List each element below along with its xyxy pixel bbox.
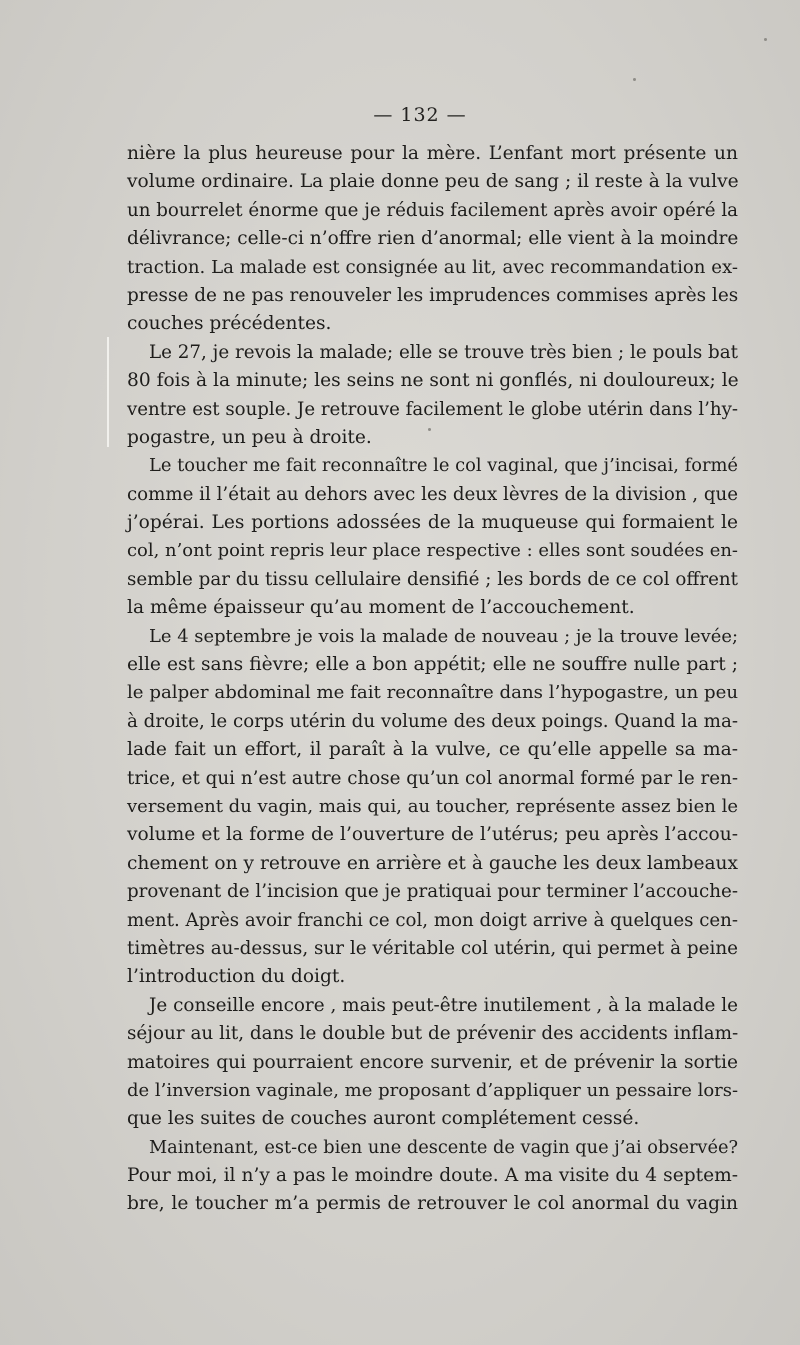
text-line: Le 4 septembre je vois la malade de nouveau ; je la trouve levée; <box>149 625 738 647</box>
text-line: ventre est souple. Je retrouve facilement le globe utérin dans l’hy- <box>127 398 738 420</box>
text-line: col, n’ont point repris leur place respective : elles sont soudées en- <box>127 540 738 562</box>
text-line: la même épaisseur qu’au moment de l’accouchement. <box>127 597 635 619</box>
text-line: semble par du tissu cellulaire densifié ; les bords de ce col offrent <box>127 568 738 590</box>
page-number: — 132 — <box>373 104 467 126</box>
text-line: 80 fois à la minute; les seins ne sont ni gonflés, ni douloureux; le <box>127 370 739 392</box>
text-line: Le 27, je revois la malade; elle se trouve très bien ; le pouls bat <box>149 341 738 363</box>
text-line: le palper abdominal me fait reconnaître dans l’hypogastre, un peu <box>127 682 738 704</box>
margin-mark <box>107 337 109 447</box>
text-line: volume et la forme de l’ouverture de l’utérus; peu après l’accou- <box>127 824 738 846</box>
text-line: Pour moi, il n’y a pas le moindre doute. A ma visite du 4 septem- <box>127 1165 738 1187</box>
text-line: séjour au lit, dans le double but de prévenir des accidents inflam- <box>127 1023 739 1045</box>
text-line: Le toucher me fait reconnaître le col vaginal, que j’incisai, formé <box>149 455 738 477</box>
text-line: traction. La malade est consignée au lit, avec recommandation ex- <box>127 256 738 278</box>
text-line: chement on y retrouve en arrière et à gauche les deux lambeaux <box>127 852 738 874</box>
text-line: couches précédentes. <box>127 313 332 335</box>
text-line: trice, et qui n’est autre chose qu’un col anormal formé par le ren- <box>127 767 738 789</box>
text-line: volume ordinaire. La plaie donne peu de sang ; il reste à la vulve <box>127 171 739 193</box>
body-text <box>127 140 738 1219</box>
text-line: timètres au-dessus, sur le véritable col utérin, qui permet à peine <box>127 937 738 959</box>
text-line: elle est sans fièvre; elle a bon appétit; elle ne souffre nulle part ; <box>127 654 738 676</box>
text-line: Maintenant, est-ce bien une descente de vagin que j’ai observée? <box>149 1137 738 1158</box>
text-line: à droite, le corps utérin du volume des deux poings. Quand la ma- <box>127 710 738 732</box>
paper-speck <box>633 78 636 81</box>
text-line: Je conseille encore , mais peut-être inutilement , à la malade le <box>149 994 738 1016</box>
text-line: de l’inversion vaginale, me proposant d’appliquer un pessaire lors- <box>127 1079 739 1101</box>
text-line: provenant de l’incision que je pratiquai pour terminer l’accouche- <box>127 881 738 903</box>
text-line: presse de ne pas renouveler les imprudences commises après les <box>127 284 739 306</box>
text-line: ment. Après avoir franchi ce col, mon doigt arrive à quelques cen- <box>127 909 738 931</box>
text-line: bre, le toucher m’a permis de retrouver le col anormal du vagin <box>127 1193 738 1215</box>
text-line: que les suites de couches auront complétement cessé. <box>127 1108 640 1130</box>
text-line: l’introduction du doigt. <box>127 966 346 988</box>
text-line: pogastre, un peu à droite. <box>127 426 372 448</box>
text-line: lade fait un effort, il paraît à la vulve, ce qu’elle appelle sa ma- <box>127 739 738 761</box>
text-line: un bourrelet énorme que je réduis facilement après avoir opéré la <box>127 199 738 221</box>
text-line: délivrance; celle-ci n’offre rien d’anormal; elle vient à la moindre <box>127 228 739 250</box>
paper-speck <box>764 38 767 41</box>
text-line: versement du vagin, mais qui, au toucher, représente assez bien le <box>127 795 738 817</box>
text-line: nière la plus heureuse pour la mère. L’enfant mort présente un <box>127 143 738 164</box>
text-line: comme il l’était au dehors avec les deux lèvres de la division , que <box>127 483 738 505</box>
text-line: matoires qui pourraient encore survenir, et de prévenir la sortie <box>127 1051 738 1073</box>
text-line: j’opérai. Les portions adossées de la muqueuse qui formaient le <box>127 512 738 534</box>
